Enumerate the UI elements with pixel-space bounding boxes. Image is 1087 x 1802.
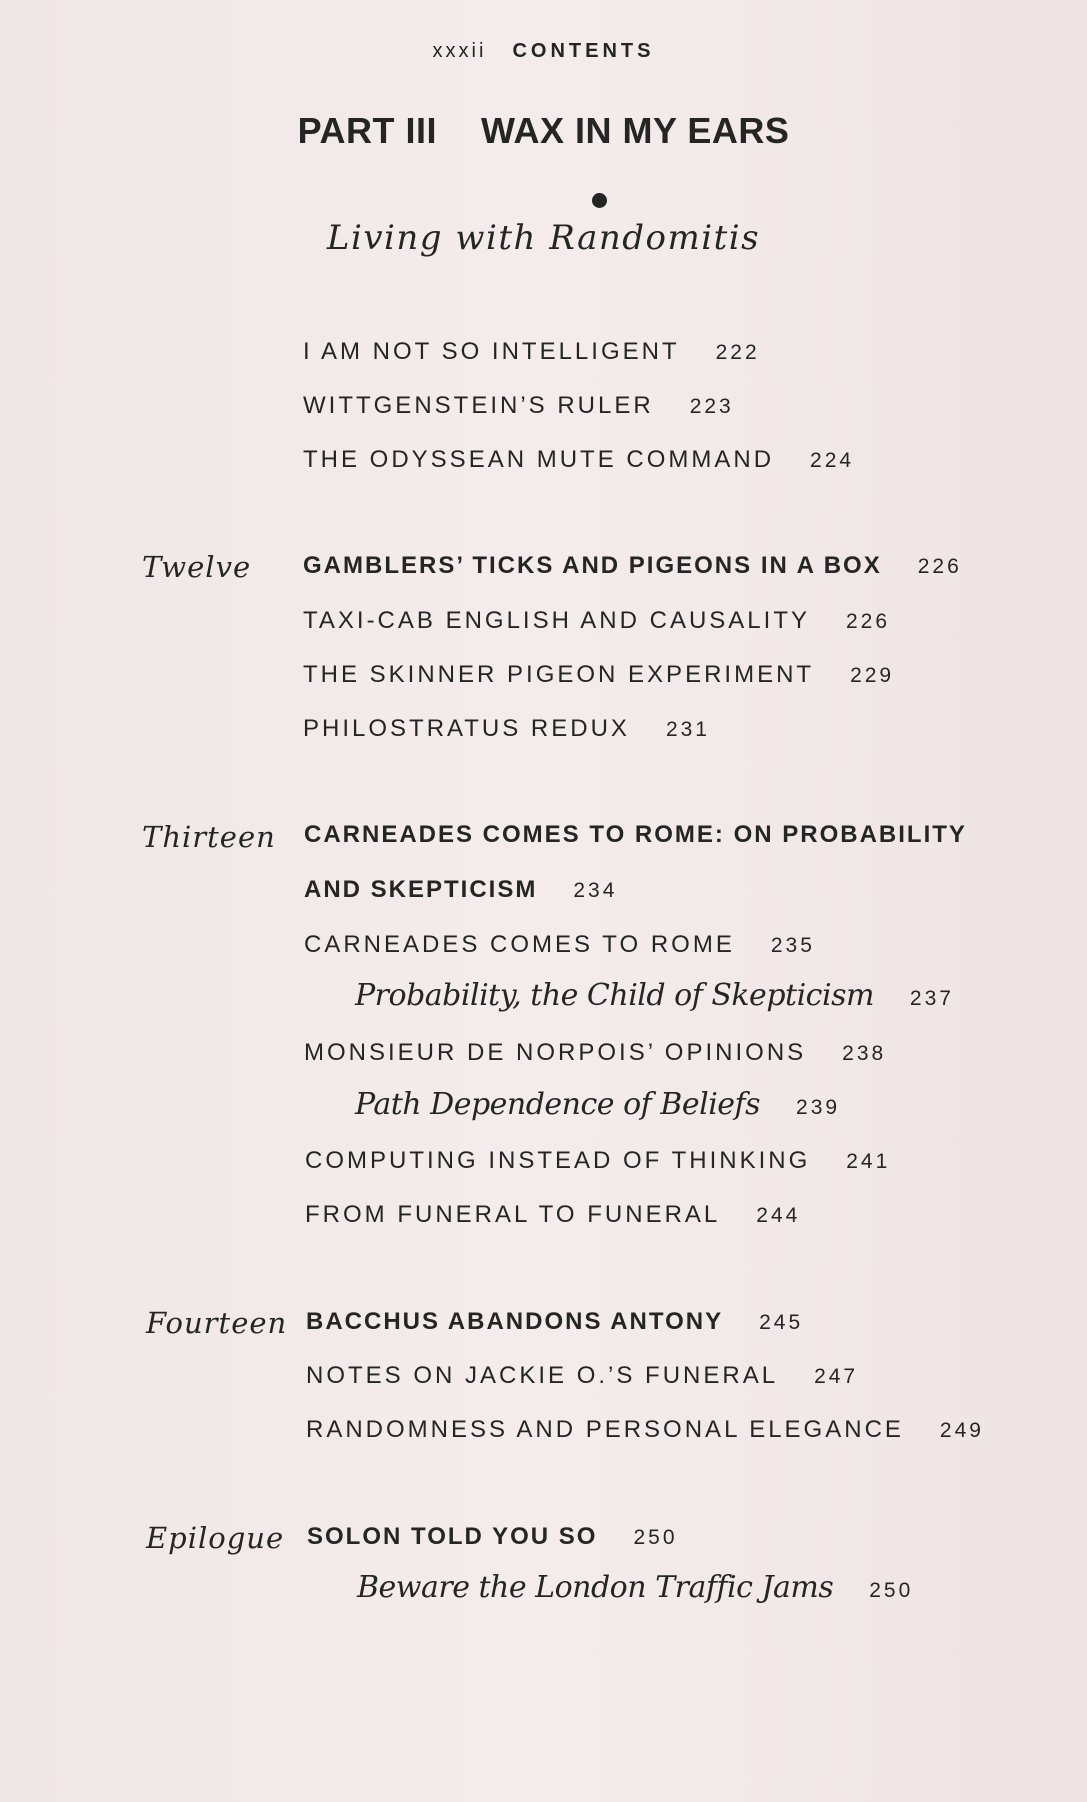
toc-entry[interactable] [303,337,760,368]
toc-entry-page: 249 [939,1419,984,1442]
toc-entry[interactable] [303,714,710,745]
toc-entry[interactable] [306,1361,858,1392]
chapter-page: 226 [917,555,962,578]
part-label: PART III [297,110,437,151]
chapter-title-text: GAMBLERS’ TICKS AND PIGEONS IN A BOX [303,552,882,579]
toc-entry-title: I AM NOT SO INTELLIGENT [303,338,680,365]
toc-entry-title: FROM FUNERAL TO FUNERAL [305,1201,721,1228]
toc-entry-page: 231 [665,718,710,741]
toc-entry-title: MONSIEUR DE NORPOIS’ OPINIONS [304,1039,807,1066]
chapter-title[interactable] [304,875,617,906]
chapter-title[interactable] [303,551,962,582]
page-folio: xxxii [432,40,487,62]
chapter-title-text: BACCHUS ABANDONS ANTONY [306,1308,724,1335]
chapter-page: 234 [573,879,618,902]
toc-entry[interactable] [303,606,890,637]
part-subtitle: Living with Randomitis [326,218,761,258]
chapter-number: Twelve [142,550,252,584]
toc-entry-title: THE SKINNER PIGEON EXPERIMENT [303,661,815,688]
toc-entry-page: 229 [850,664,895,687]
toc-entry[interactable] [306,1415,984,1446]
chapter-title[interactable] [307,1522,678,1553]
toc-entry[interactable] [304,1038,886,1069]
part-heading [0,110,1087,152]
running-head [0,40,1087,63]
toc-entry-title: COMPUTING INSTEAD OF THINKING [305,1147,811,1174]
toc-entry-page: 238 [842,1042,887,1065]
toc-entry-page: 250 [869,1579,914,1602]
chapter-title-text: AND SKEPTICISM [304,876,538,903]
chapter-title[interactable] [304,820,967,850]
toc-subentry[interactable] [355,1087,840,1126]
toc-subentry[interactable] [355,978,954,1017]
toc-entry-page: 223 [689,395,734,418]
part-title: WAX IN MY EARS [480,110,790,151]
toc-entry-page: 224 [810,449,855,472]
toc-entry[interactable] [303,660,894,691]
toc-entry-page: 239 [796,1096,841,1119]
bullet-ornament [592,193,607,208]
toc-entry-title: PHILOSTRATUS REDUX [303,715,630,742]
chapter-number: Epilogue [146,1521,285,1555]
toc-entry-page: 237 [909,987,954,1010]
toc-subentry-title: Probability, the Child of Skepticism [355,978,874,1013]
toc-entry-page: 244 [756,1204,801,1227]
toc-entry-title: CARNEADES COMES TO ROME [304,931,735,958]
toc-entry-title: RANDOMNESS AND PERSONAL ELEGANCE [306,1416,904,1443]
chapter-number: Fourteen [146,1306,288,1340]
toc-entry[interactable] [303,391,734,422]
chapter-title[interactable] [306,1307,803,1338]
running-head-label: CONTENTS [512,40,655,62]
toc-entry-page: 226 [846,610,891,633]
toc-entry-page: 222 [715,341,760,364]
toc-subentry-title: Beware the London Traffic Jams [357,1570,834,1605]
chapter-title-text: SOLON TOLD YOU SO [307,1523,598,1550]
toc-entry[interactable] [304,930,815,961]
chapter-title-text: CARNEADES COMES TO ROME: ON PROBABILITY [304,821,967,848]
chapter-page: 245 [759,1311,804,1334]
toc-entry[interactable] [305,1146,890,1177]
toc-subentry[interactable] [357,1570,913,1609]
toc-entry-title: THE ODYSSEAN MUTE COMMAND [303,446,775,473]
toc-entry-title: TAXI-CAB ENGLISH AND CAUSALITY [303,607,810,634]
toc-entry-page: 247 [814,1365,859,1388]
toc-entry-page: 235 [770,934,815,957]
toc-entry-title: NOTES ON JACKIE O.’S FUNERAL [306,1362,779,1389]
toc-entry[interactable] [305,1200,800,1231]
toc-entry-page: 241 [846,1150,891,1173]
toc-entry[interactable] [303,445,854,476]
chapter-page: 250 [633,1526,678,1549]
toc-entry-title: WITTGENSTEIN’S RULER [303,392,654,419]
chapter-number: Thirteen [142,820,276,854]
toc-subentry-title: Path Dependence of Beliefs [355,1087,761,1122]
